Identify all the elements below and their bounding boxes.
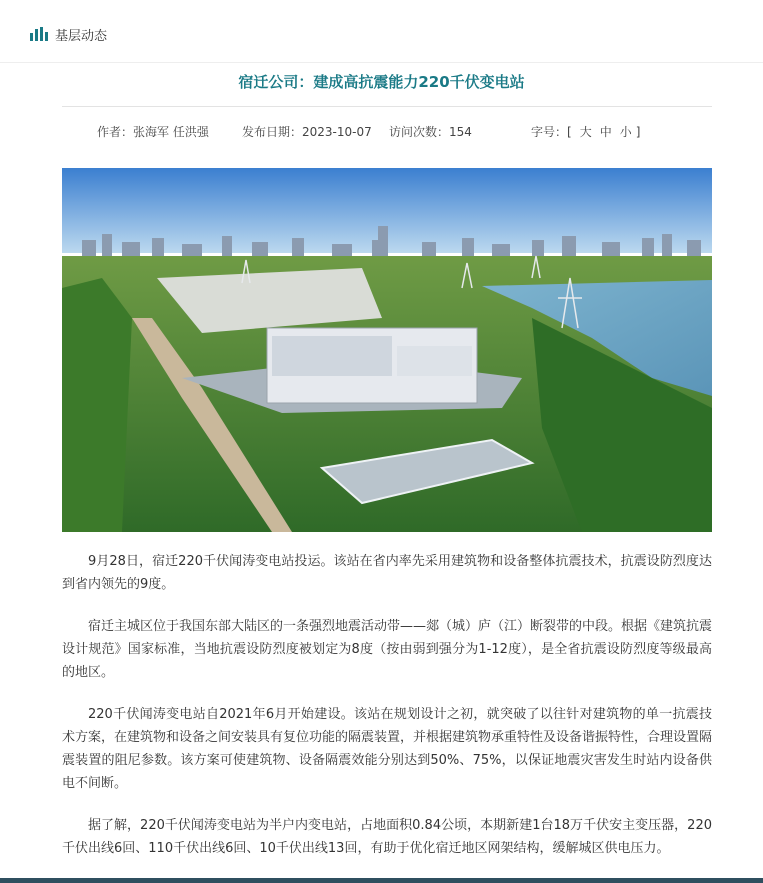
fontsize-medium-link[interactable]: 中 bbox=[599, 125, 612, 139]
bottom-bar bbox=[0, 878, 763, 883]
meta-visits bbox=[389, 123, 472, 140]
author-value: 张海军 任洪强 bbox=[133, 125, 209, 139]
article-body bbox=[62, 550, 712, 879]
article-paragraph: 220千伏闻涛变电站自2021年6月开始建设。该站在规划设计之初，就突破了以往针对建筑物的单一抗震技术方案，在建筑物和设备之间安装具有复位功能的隔震装置，并根据建筑物承重特性及设备谐振特性，合理设置隔震装置的阻尼参数。该方案可使建筑物、设备隔震效能分别达到50%、75%，以保证地震灾害发生时站内设备供电不间断。 bbox=[62, 707, 713, 791]
fontsize-large-link[interactable]: 大 bbox=[579, 125, 592, 139]
visits-value: 154 bbox=[449, 125, 472, 139]
fontsize-bracket-close: ] bbox=[635, 125, 641, 139]
article-paragraph: 9月28日，宿迁220千伏闻涛变电站投运。该站在省内率先采用建筑物和设备整体抗震技术，抗震设防烈度达到省内领先的9度。 bbox=[62, 554, 712, 592]
meta-author bbox=[97, 123, 209, 140]
fontsize-label: 字号： bbox=[531, 125, 568, 139]
date-label: 发布日期： bbox=[242, 125, 303, 139]
article-photo bbox=[62, 168, 712, 532]
article-paragraph: 据了解，220千伏闻涛变电站为半户内变电站，占地面积0.84公顷，本期新建1台18万千伏安主变压器，220千伏出线6回、110千伏出线6回、10千伏出线13回，有助于优化宿迁地区网架结构，缓解城区供电压力。 bbox=[62, 818, 712, 856]
author-label: 作者： bbox=[97, 125, 134, 139]
article-paragraph: 宿迁主城区位于我国东部大陆区的一条强烈地震活动带——郯（城）庐（江）断裂带的中段。根据《建筑抗震设计规范》国家标准，当地抗震设防烈度被划定为8度（按由弱到强分为1-12度），是全省抗震设防烈度等级最高的地区。 bbox=[62, 619, 713, 680]
section-title: 基层动态 bbox=[55, 29, 108, 44]
bar-chart-icon bbox=[30, 27, 48, 41]
meta-date bbox=[242, 123, 372, 140]
substation-aerial-image bbox=[62, 168, 712, 532]
visits-label: 访问次数： bbox=[389, 125, 450, 139]
section-header bbox=[0, 0, 763, 63]
meta-fontsize bbox=[531, 123, 640, 140]
article-title: 宿迁公司：建成高抗震能力220千伏变电站 bbox=[238, 73, 525, 91]
date-value: 2023-10-07 bbox=[302, 125, 372, 139]
title-divider bbox=[62, 106, 712, 107]
fontsize-small-link[interactable]: 小 bbox=[619, 125, 632, 139]
fontsize-bracket-open: [ bbox=[567, 125, 572, 139]
